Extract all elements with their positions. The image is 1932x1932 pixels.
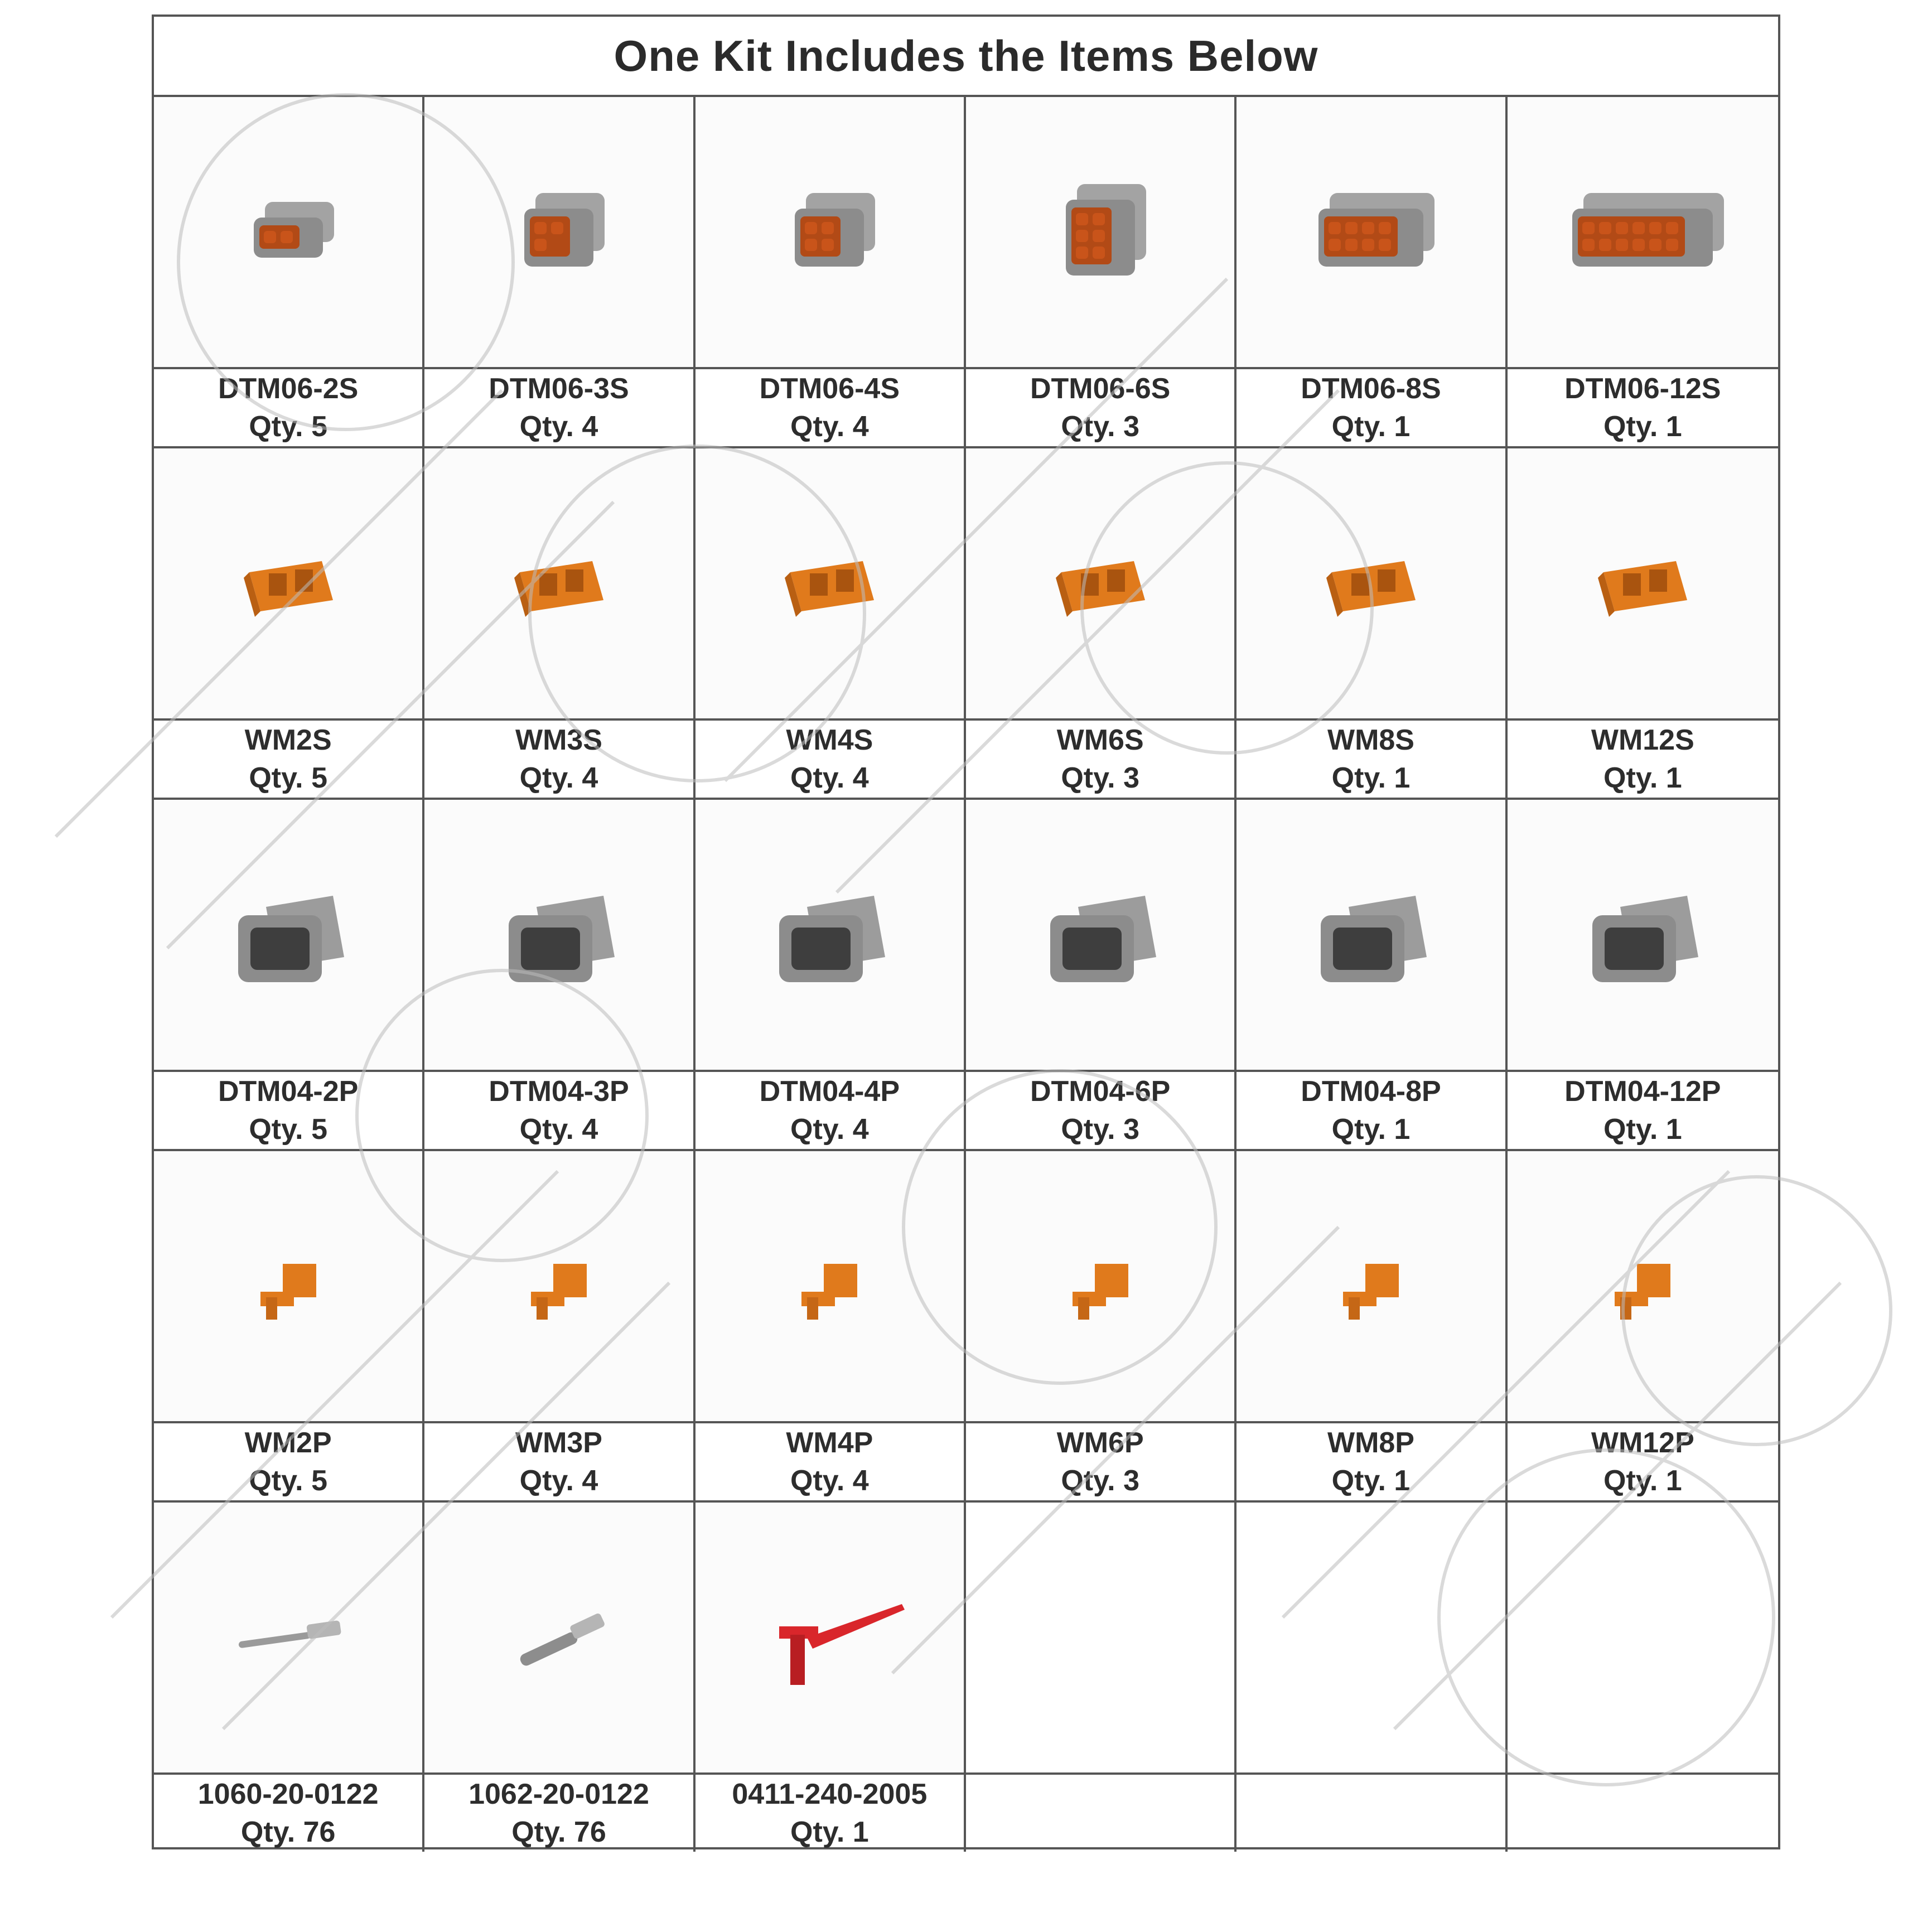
kit-item-cell — [966, 800, 1237, 1151]
orange-wedge-small-icon — [424, 1151, 693, 1423]
quantity: Qty. 4 — [519, 1465, 598, 1497]
part-number: WM6S — [1056, 724, 1144, 756]
item-label — [424, 1423, 693, 1500]
item-label — [1508, 1423, 1778, 1500]
quantity: Qty. 3 — [1061, 1113, 1139, 1146]
kit-item-cell — [154, 1151, 424, 1503]
grey-plug-icon — [154, 800, 422, 1072]
items-grid — [154, 97, 1778, 1852]
orange-wedge-small-icon — [695, 1151, 964, 1423]
quantity: Qty. 3 — [1061, 410, 1139, 443]
item-label — [1237, 1072, 1505, 1149]
item-label — [424, 721, 693, 798]
empty-cell — [966, 1503, 1237, 1852]
part-number: DTM04-4P — [759, 1075, 900, 1108]
quantity: Qty. 3 — [1061, 1465, 1139, 1497]
part-number: 0411-240-2005 — [732, 1778, 928, 1810]
item-label — [966, 1775, 1234, 1852]
part-number: WM2P — [244, 1427, 332, 1459]
part-number: DTM04-6P — [1030, 1075, 1171, 1108]
quantity: Qty. 5 — [249, 410, 327, 443]
quantity: Qty. 5 — [249, 1465, 327, 1497]
item-label — [154, 1423, 422, 1500]
kit-item-cell — [154, 800, 424, 1151]
part-number: DTM04-12P — [1564, 1075, 1721, 1108]
quantity: Qty. 1 — [1603, 1465, 1682, 1497]
quantity: Qty. 1 — [1603, 1113, 1682, 1146]
part-number: DTM06-3S — [489, 373, 629, 405]
kit-item-cell — [695, 1503, 966, 1852]
part-number: DTM04-2P — [218, 1075, 359, 1108]
kit-item-cell — [1508, 448, 1778, 800]
kit-item-cell — [154, 97, 424, 448]
orange-wedge-small-icon — [1237, 1151, 1505, 1423]
part-number: 1062-20-0122 — [468, 1778, 649, 1810]
grey-plug-icon — [695, 800, 964, 1072]
kit-item-cell — [695, 448, 966, 800]
part-number: WM4S — [786, 724, 873, 756]
orange-wedge-lock-icon — [695, 448, 964, 721]
part-number: DTM06-12S — [1564, 373, 1721, 405]
quantity: Qty. 1 — [790, 1816, 869, 1848]
item-label — [695, 1072, 964, 1149]
grey-receptacle-8-icon — [1237, 97, 1505, 369]
kit-item-cell — [424, 448, 695, 800]
page-title: One Kit Includes the Items Below — [154, 17, 1778, 97]
kit-item-cell — [1237, 800, 1507, 1151]
item-label — [966, 721, 1234, 798]
part-number: DTM06-8S — [1301, 373, 1441, 405]
part-number: WM8P — [1327, 1427, 1414, 1459]
removal-tool-icon — [695, 1503, 964, 1775]
part-number: WM2S — [244, 724, 332, 756]
quantity: Qty. 1 — [1331, 410, 1411, 443]
part-number: DTM04-8P — [1301, 1075, 1441, 1108]
item-label — [424, 1775, 693, 1852]
item-label — [154, 721, 422, 798]
socket-contact-icon — [424, 1503, 693, 1775]
quantity: Qty. 4 — [790, 410, 869, 443]
grey-plug-icon — [424, 800, 693, 1072]
kit-item-cell — [695, 97, 966, 448]
grey-receptacle-12-icon — [1508, 97, 1778, 369]
empty-photo — [1237, 1503, 1505, 1775]
quantity: Qty. 3 — [1061, 762, 1139, 794]
quantity: Qty. 4 — [790, 1465, 869, 1497]
kit-item-cell — [695, 1151, 966, 1503]
item-label — [154, 1775, 422, 1852]
orange-wedge-lock-icon — [424, 448, 693, 721]
grey-receptacle-2-icon — [154, 97, 422, 369]
quantity: Qty. 4 — [790, 762, 869, 794]
item-label — [154, 1072, 422, 1149]
part-number: WM12P — [1591, 1427, 1694, 1459]
quantity: Qty. 76 — [240, 1816, 336, 1848]
quantity: Qty. 4 — [790, 1113, 869, 1146]
kit-item-cell — [154, 1503, 424, 1852]
kit-item-cell — [966, 1151, 1237, 1503]
empty-cell — [1237, 1503, 1507, 1852]
kit-item-cell — [1237, 448, 1507, 800]
item-label — [966, 369, 1234, 446]
kit-item-cell — [1508, 97, 1778, 448]
part-number: WM6P — [1056, 1427, 1144, 1459]
part-number: WM8S — [1327, 724, 1414, 756]
kit-item-cell — [1508, 800, 1778, 1151]
grey-receptacle-3-icon — [424, 97, 693, 369]
part-number: WM12S — [1591, 724, 1694, 756]
grey-plug-icon — [1237, 800, 1505, 1072]
part-number: 1060-20-0122 — [197, 1778, 379, 1810]
kit-item-cell — [1508, 1151, 1778, 1503]
quantity: Qty. 4 — [519, 1113, 598, 1146]
grey-receptacle-6-icon — [966, 97, 1234, 369]
orange-wedge-small-icon — [1508, 1151, 1778, 1423]
part-number: WM3P — [515, 1427, 602, 1459]
kit-item-cell — [424, 1503, 695, 1852]
item-label — [966, 1423, 1234, 1500]
part-number: DTM06-4S — [759, 373, 900, 405]
orange-wedge-lock-icon — [966, 448, 1234, 721]
item-label — [424, 1072, 693, 1149]
empty-cell — [1508, 1503, 1778, 1852]
part-number: DTM06-6S — [1030, 373, 1171, 405]
item-label — [1508, 369, 1778, 446]
grey-plug-icon — [966, 800, 1234, 1072]
item-label — [154, 369, 422, 446]
quantity: Qty. 1 — [1603, 410, 1682, 443]
quantity: Qty. 5 — [249, 762, 327, 794]
quantity: Qty. 1 — [1331, 762, 1411, 794]
item-label — [1237, 1423, 1505, 1500]
kit-item-cell — [424, 97, 695, 448]
kit-item-cell — [424, 800, 695, 1151]
item-label — [1237, 721, 1505, 798]
part-number: DTM06-2S — [218, 373, 359, 405]
item-label — [1237, 1775, 1505, 1852]
part-number: WM4P — [786, 1427, 873, 1459]
item-label — [1508, 721, 1778, 798]
orange-wedge-small-icon — [154, 1151, 422, 1423]
grey-plug-icon — [1508, 800, 1778, 1072]
orange-wedge-lock-icon — [1237, 448, 1505, 721]
pin-contact-icon — [154, 1503, 422, 1775]
item-label — [695, 1423, 964, 1500]
item-label — [1508, 1072, 1778, 1149]
item-label — [1237, 369, 1505, 446]
part-number: DTM04-3P — [489, 1075, 629, 1108]
part-number: WM3S — [515, 724, 602, 756]
quantity: Qty. 1 — [1603, 762, 1682, 794]
empty-photo — [1508, 1503, 1778, 1775]
kit-item-cell — [1237, 1151, 1507, 1503]
item-label — [1508, 1775, 1778, 1852]
grey-receptacle-4-icon — [695, 97, 964, 369]
quantity: Qty. 1 — [1331, 1465, 1411, 1497]
kit-contents-table — [152, 15, 1780, 1849]
kit-item-cell — [966, 448, 1237, 800]
quantity: Qty. 4 — [519, 762, 598, 794]
quantity: Qty. 1 — [1331, 1113, 1411, 1146]
orange-wedge-lock-icon — [1508, 448, 1778, 721]
item-label — [695, 1775, 964, 1852]
item-label — [695, 369, 964, 446]
kit-item-cell — [424, 1151, 695, 1503]
quantity: Qty. 4 — [519, 410, 598, 443]
empty-photo — [966, 1503, 1234, 1775]
quantity: Qty. 76 — [511, 1816, 606, 1848]
item-label — [424, 369, 693, 446]
quantity: Qty. 5 — [249, 1113, 327, 1146]
kit-item-cell — [695, 800, 966, 1151]
item-label — [695, 721, 964, 798]
kit-item-cell — [154, 448, 424, 800]
orange-wedge-small-icon — [966, 1151, 1234, 1423]
kit-item-cell — [966, 97, 1237, 448]
kit-item-cell — [1237, 97, 1507, 448]
orange-wedge-lock-icon — [154, 448, 422, 721]
item-label — [966, 1072, 1234, 1149]
